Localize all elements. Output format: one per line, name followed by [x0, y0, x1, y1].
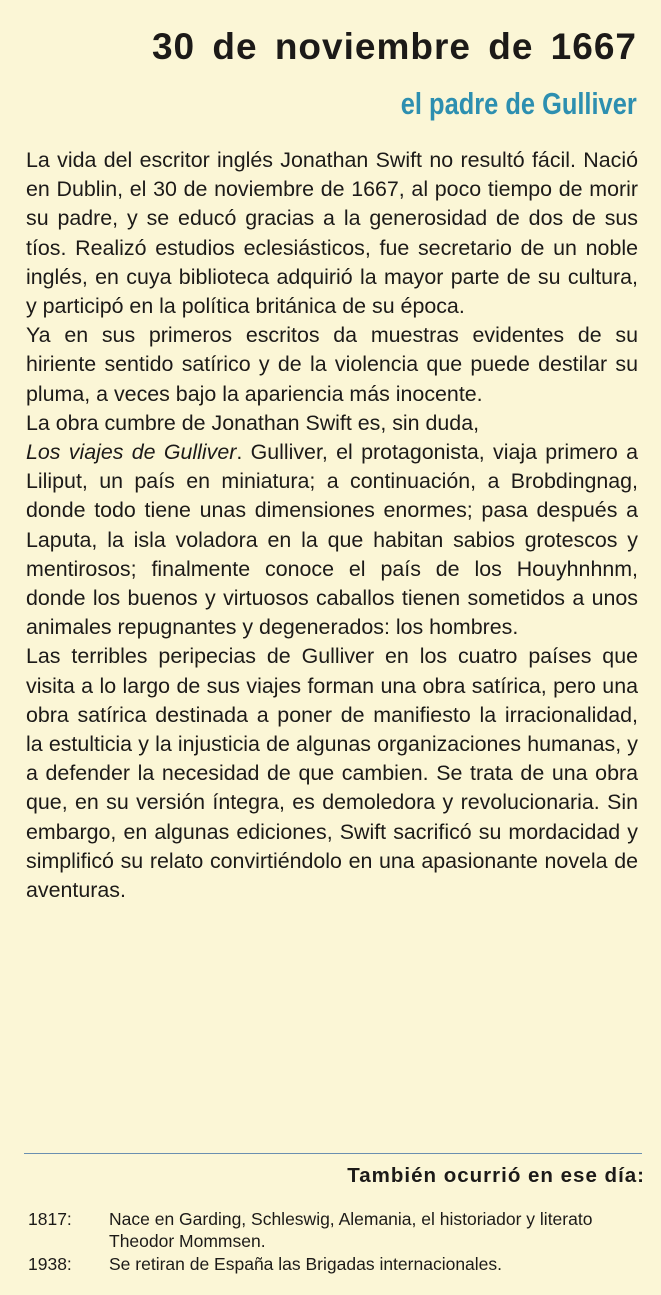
paragraph-3-lead: La obra cumbre de Jonathan Swift es, sin duda,: [26, 410, 480, 435]
page-title: 30 de noviembre de 1667: [151, 26, 637, 67]
event-text: Nace en Garding, Schleswig, Alemania, el historiador y literato Theodor Mommsen.: [109, 1209, 593, 1251]
event-item: [28, 1208, 646, 1252]
section-divider: [24, 1153, 642, 1154]
paragraph-1: La vida del escritor inglés Jonathan Swift no resultó fácil. Nació en Dublin, el 30 de noviembre de 1667, al poco tiempo de morir su padre, y se educó gracias a la generosidad de dos de sus tíos. Realizó estudios eclesiásticos, fue secretario de un noble inglés, en cuya biblioteca adquirió la mayor parte de su cultura, y participó en la política británica de su época.: [26, 148, 638, 319]
event-item: [28, 1253, 646, 1275]
also-happened-heading: También ocurrió en ese día:: [347, 1164, 645, 1187]
event-year: 1938:: [28, 1254, 72, 1274]
event-year: 1817:: [28, 1209, 72, 1229]
events-list: [28, 1208, 646, 1276]
paragraph-4: Las terribles peripecias de Gulliver en los cuatro países que visita a lo largo de sus viajes forman una obra satírica, pero una obra satírica destinada a poner de manifiesto la irracionalidad, la estulticia y la injusticia de algunas organizaciones humanas, y a defender la necesidad de que cambien. Se trata de una obra que, en su versión íntegra, es demoledora y revolucionaria. Sin embargo, en algunas ediciones, Swift sacrificó su mordacidad y simplificó su relato convirtiéndolo en una apasionante novela de aventuras.: [26, 644, 638, 903]
article-body: [26, 146, 638, 905]
book-title: Los viajes de Gulliver: [26, 440, 237, 465]
page-subtitle: el padre de Gulliver: [401, 86, 637, 121]
paragraph-3-rest: . Gulliver, el protagonista, viaja primero a Liliput, un país en miniatura; a continuación, a Brobdingnag, donde todo tiene unas dimensiones enormes; pasa después a Laputa, la isla voladora en la que habitan sabios grotescos y mentirosos; finalmente conoce el país de los Houyhnhnm, donde los buenos y virtuosos caballos tienen sometidos a unos animales repugnantes y degenerados: los hombres.: [26, 440, 638, 640]
event-text: Se retiran de España las Brigadas internacionales.: [109, 1254, 503, 1274]
paragraph-3: [26, 409, 638, 643]
paragraph-2: Ya en sus primeros escritos da muestras evidentes de su hiriente sentido satírico y de la violencia que puede destilar su pluma, a veces bajo la apariencia más inocente.: [26, 323, 638, 406]
